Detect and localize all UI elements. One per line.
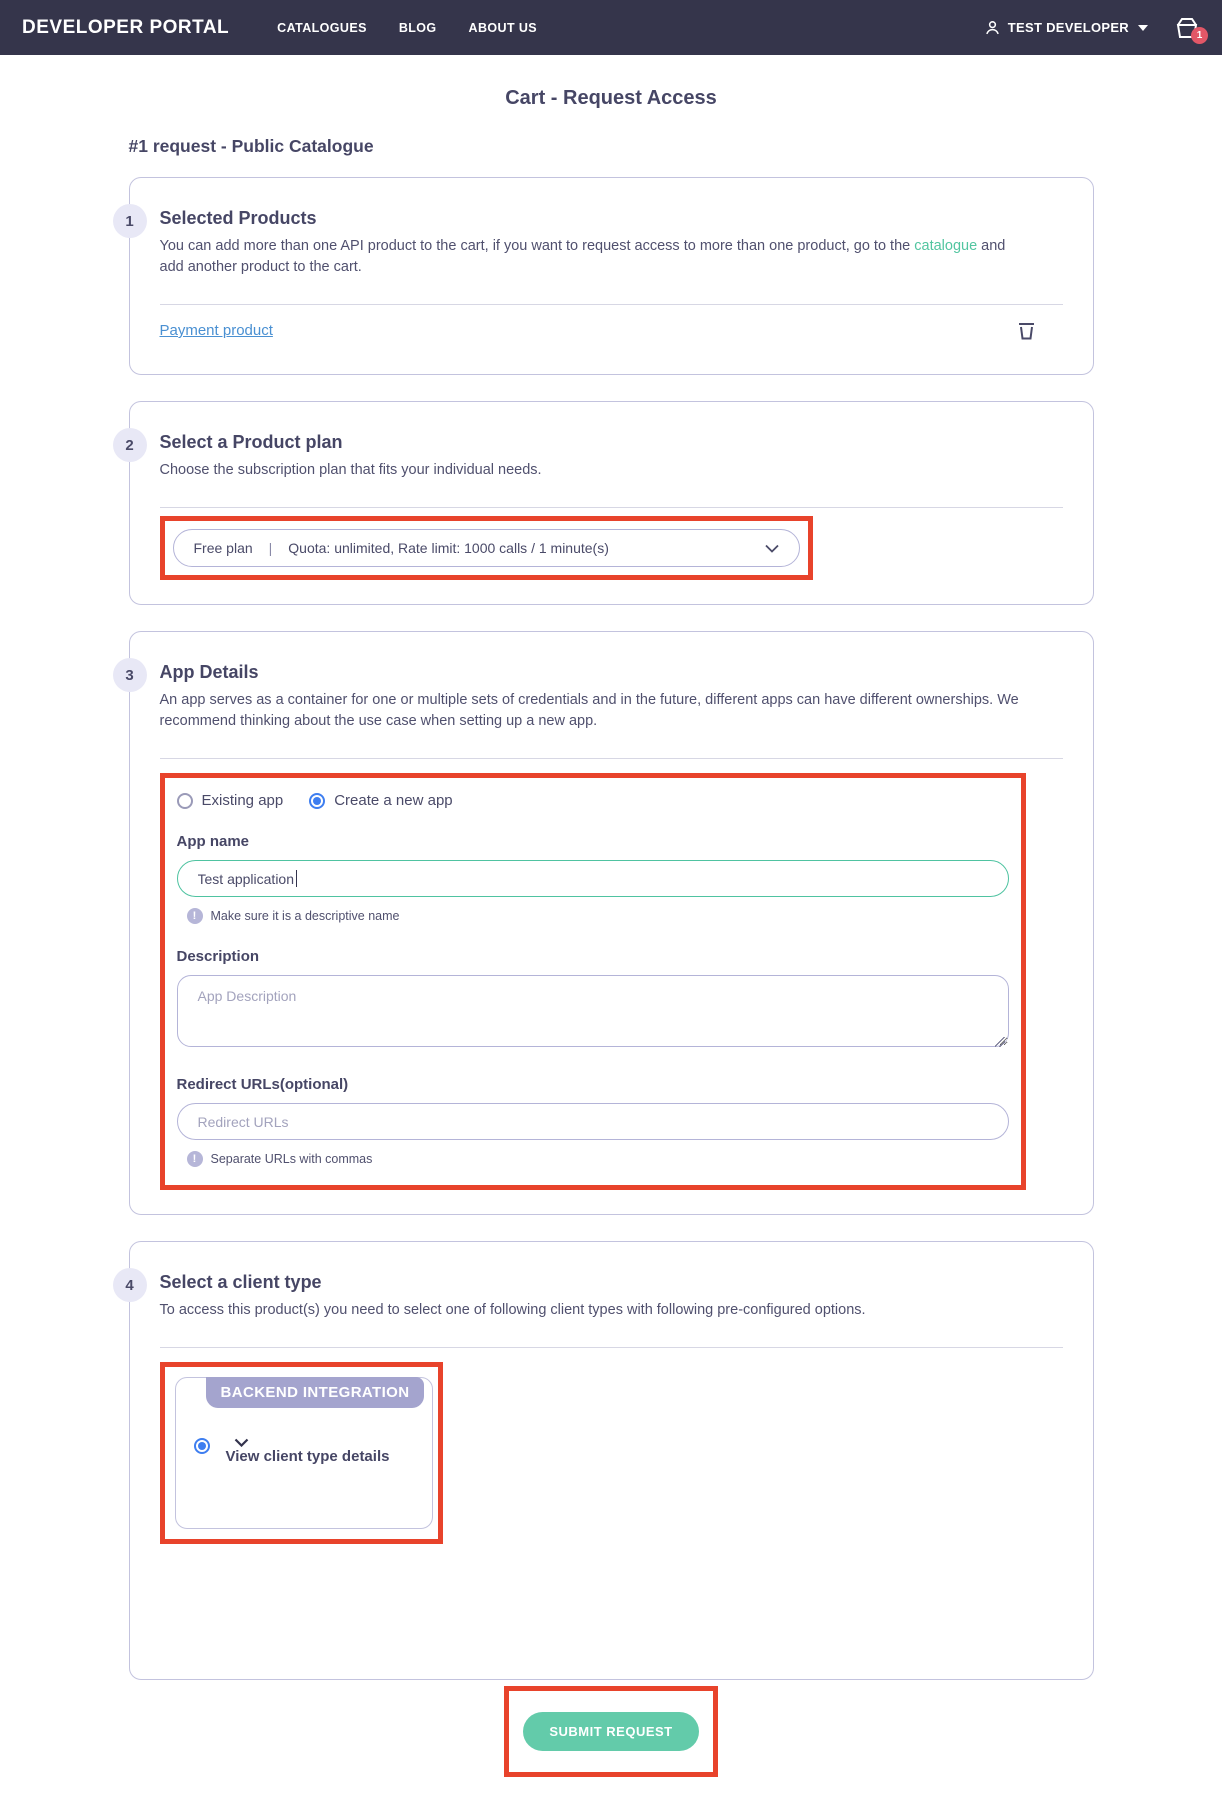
info-icon: ! [187, 908, 203, 924]
client-type-card-title: BACKEND INTEGRATION [206, 1377, 425, 1408]
user-menu-label: TEST DEVELOPER [1007, 20, 1129, 35]
catalogue-link[interactable]: catalogue [914, 238, 978, 254]
section-title: Select a Product plan [159, 432, 343, 453]
app-name-label: App name [176, 833, 250, 851]
step-number-badge: 1 [113, 204, 147, 238]
plan-name: Free plan [193, 540, 253, 557]
section-description: An app serves as a container for one or multiple sets of credentials and in the future, different apps can have different ownerships. We recommend thinking about the use case when setting up a new app. [159, 692, 1019, 730]
cart-product-row [160, 305, 1063, 350]
description-label: Description [176, 948, 260, 966]
annotation-box-plan [160, 516, 813, 580]
page-title: Cart - Request Access [505, 87, 717, 109]
client-type-radio-selected[interactable] [194, 1438, 210, 1454]
step-number-badge: 2 [113, 428, 147, 462]
redirect-urls-hint [177, 1151, 1009, 1167]
hint-text: Separate URLs with commas [210, 1152, 373, 1167]
annotation-box-submit [504, 1686, 717, 1777]
plan-separator: | [268, 540, 273, 557]
nav-item-blog[interactable]: BLOG [398, 20, 437, 35]
text-cursor [296, 870, 298, 887]
hint-text: Make sure it is a descriptive name [210, 909, 400, 924]
divider [160, 1347, 1063, 1348]
submit-area [129, 1686, 1094, 1807]
cart-button[interactable] [1174, 16, 1203, 41]
nav-item-about-us[interactable]: ABOUT US [468, 20, 538, 35]
section-client-type [125, 1241, 1094, 1680]
product-link[interactable]: Payment product [159, 322, 273, 340]
remove-product-button[interactable] [1018, 321, 1035, 340]
section-description: Choose the subscription plan that fits your individual needs. [159, 462, 542, 479]
chevron-down-icon [234, 1438, 249, 1447]
client-type-card[interactable] [175, 1377, 433, 1529]
redirect-urls-label: Redirect URLs(optional) [176, 1076, 349, 1094]
cart-count-badge: 1 [1191, 27, 1208, 44]
view-details-label: View client type details [225, 1448, 390, 1466]
section-selected-products [125, 177, 1094, 375]
divider [160, 507, 1063, 508]
view-client-type-details[interactable] [226, 1438, 390, 1465]
user-icon [984, 19, 1001, 36]
section-description: To access this product(s) you need to select one of following client types with following pre-configured options. [159, 1302, 866, 1319]
section-title: Select a client type [159, 1272, 322, 1293]
user-menu[interactable] [984, 19, 1148, 36]
trash-icon [1018, 321, 1035, 340]
step-number-badge: 3 [113, 658, 147, 692]
submit-request-button[interactable]: SUBMIT REQUEST [523, 1712, 698, 1751]
section-description [160, 236, 1020, 278]
app-description-textarea[interactable] [177, 975, 1009, 1047]
main-nav [277, 21, 984, 35]
chevron-down-icon [1138, 25, 1148, 31]
radio-selected-icon [309, 793, 325, 809]
radio-existing-app[interactable] [177, 792, 284, 809]
description-text: and add another product to the cart. [159, 238, 1006, 276]
annotation-box-app-form [160, 773, 1026, 1190]
radio-create-new-app[interactable] [309, 792, 452, 809]
radio-label: Create a new app [334, 792, 453, 810]
radio-unselected-icon [177, 793, 193, 809]
top-navbar [0, 0, 1222, 55]
radio-label: Existing app [201, 792, 284, 810]
brand-logo[interactable]: DEVELOPER PORTAL [22, 16, 230, 38]
description-text: You can add more than one API product to the cart, if you want to request access to more than one product, go to the [159, 238, 915, 254]
info-icon: ! [187, 1151, 203, 1167]
annotation-box-client-type [160, 1362, 443, 1544]
redirect-urls-input[interactable] [177, 1103, 1009, 1140]
app-name-hint [177, 908, 1009, 924]
section-title: App Details [159, 662, 259, 683]
app-name-input[interactable] [177, 860, 1009, 897]
chevron-down-icon [765, 544, 779, 553]
app-mode-radio-group [177, 792, 1009, 809]
section-title: Selected Products [159, 208, 317, 228]
section-app-details [125, 631, 1094, 1215]
request-title: #1 request - Public Catalogue [128, 136, 374, 156]
nav-item-catalogues[interactable]: CATALOGUES [277, 20, 367, 35]
divider [160, 758, 1063, 759]
step-number-badge: 4 [113, 1268, 147, 1302]
section-product-plan [125, 401, 1094, 605]
plan-dropdown[interactable] [173, 529, 800, 567]
plan-details: Quota: unlimited, Rate limit: 1000 calls / 1 minute(s) [288, 540, 609, 557]
